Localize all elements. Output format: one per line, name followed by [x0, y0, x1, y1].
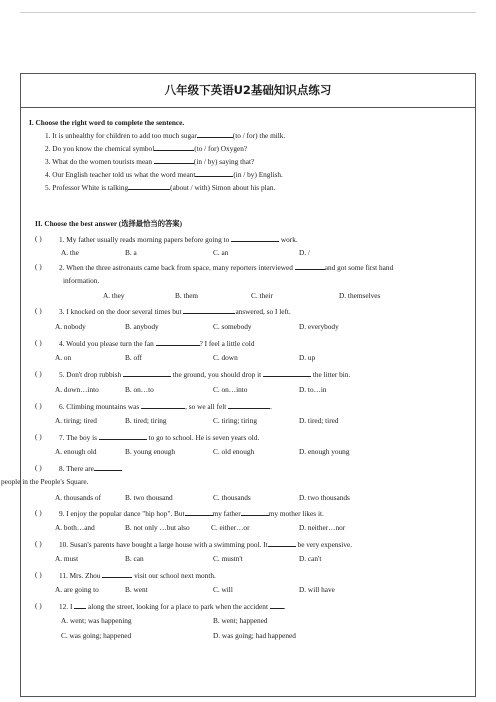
section1-heading: I. Choose the right word to complete the sentence.	[29, 118, 185, 127]
option-d[interactable]: D. /	[299, 248, 310, 257]
s1-item-2	[45, 143, 247, 153]
option-b[interactable]: B. young enough	[125, 447, 176, 456]
answer-blank[interactable]	[74, 601, 86, 609]
option-b[interactable]: B. two thousand	[125, 493, 173, 502]
option-d[interactable]: D. neither…nor	[299, 523, 346, 532]
question-text: 1. My father usually reads morning papers before going to	[59, 235, 230, 244]
option-a[interactable]: A. the	[61, 248, 79, 257]
option-a[interactable]: A. both…and	[55, 523, 95, 532]
answer-blank[interactable]	[263, 369, 311, 377]
answer-paren[interactable]: ( )	[35, 432, 42, 441]
answer-blank[interactable]	[185, 508, 213, 516]
question-text: , so we all felt	[185, 402, 227, 411]
answer-blank[interactable]	[228, 401, 270, 409]
answer-blank[interactable]	[295, 262, 325, 270]
question-text: 10. Susan's parents have bought a large house with a swimming pool. It	[59, 540, 268, 549]
option-c[interactable]: C. will	[213, 585, 233, 594]
answer-paren[interactable]: ( )	[35, 401, 42, 410]
s1-item-1-pre: 1. It is unhealthy for children to add too much sugar	[45, 131, 197, 140]
option-c[interactable]: C. their	[251, 291, 273, 300]
question-8	[59, 463, 122, 473]
page-title: 八年级下英语U2基础知识点练习	[164, 83, 332, 97]
option-d[interactable]: D. tired; tired	[299, 416, 339, 425]
question-text: and got some first hand	[324, 263, 394, 272]
answer-blank[interactable]	[231, 234, 279, 242]
question-9	[59, 508, 324, 518]
s1-item-5-pre: 5. Professor White is talking	[45, 183, 129, 192]
answer-blank[interactable]	[123, 369, 171, 377]
option-d[interactable]: D. was going; had happened	[213, 631, 296, 640]
option-a[interactable]: A. down…into	[55, 385, 99, 394]
question-1	[59, 234, 298, 244]
option-a[interactable]: A. are going to	[55, 585, 99, 594]
title-divider	[21, 107, 475, 108]
question-text: 9. I enjoy the popular dance "hip hop". But	[59, 509, 185, 518]
s1-item-1-post: (to / for) the milk.	[232, 131, 286, 140]
option-b[interactable]: B. went; happened	[213, 616, 268, 625]
question-text: .	[283, 602, 286, 611]
option-d[interactable]: D. will have	[299, 585, 335, 594]
answer-paren[interactable]: ( )	[35, 369, 42, 378]
option-a[interactable]: A. on	[55, 353, 72, 362]
answer-blank[interactable]	[183, 306, 235, 314]
option-a[interactable]: A. went; was happening	[61, 616, 132, 625]
answer-paren[interactable]: ( )	[35, 262, 42, 271]
answer-paren[interactable]: ( )	[35, 234, 42, 243]
question-text: .	[270, 402, 272, 411]
s1-item-4-post: (in / by) English.	[233, 170, 283, 179]
answer-blank[interactable]	[156, 338, 200, 346]
option-b[interactable]: B. tired; tiring	[125, 416, 167, 425]
answer-blank[interactable]	[197, 130, 233, 138]
question-text: visit our school next month.	[134, 571, 216, 580]
s1-item-5-post: (about / with) Simon about his plan.	[170, 183, 276, 192]
s1-item-3-post: (in / by) saying that?	[193, 157, 255, 166]
s1-item-4-pre: 4. Our English teacher told us what the word meant	[45, 170, 196, 179]
question-text: the ground, you should drop it	[172, 370, 262, 379]
question-text: 12. I	[59, 602, 73, 611]
option-c[interactable]: C. down	[213, 353, 238, 362]
option-d[interactable]: D. themselves	[339, 291, 381, 300]
option-d[interactable]: D. can't	[299, 554, 322, 563]
question-7	[59, 432, 259, 442]
question-11	[59, 570, 216, 580]
option-c[interactable]: C. mustn't	[213, 554, 243, 563]
option-b[interactable]: B. a	[125, 248, 137, 257]
answer-paren[interactable]: ( )	[35, 306, 42, 315]
option-c[interactable]: C. either…or	[211, 523, 250, 532]
worksheet	[1, 73, 476, 697]
question-text: work.	[280, 235, 298, 244]
option-a[interactable]: A. they	[103, 291, 125, 300]
question-2-continued: information.	[63, 276, 100, 285]
option-c[interactable]: C. an	[213, 248, 229, 257]
question-text: to go to school. He is seven years old.	[148, 433, 260, 442]
question-text: the litter bin.	[312, 370, 351, 379]
answer-paren[interactable]: ( )	[35, 570, 42, 579]
option-c[interactable]: C. was going; happened	[61, 631, 132, 640]
option-a[interactable]: A. nobody	[55, 322, 86, 331]
option-b[interactable]: B. on…to	[125, 385, 154, 394]
s1-item-1	[45, 130, 285, 140]
option-b[interactable]: B. can	[125, 554, 144, 563]
option-c[interactable]: C. thousands	[213, 493, 251, 502]
question-text: be very expensive.	[297, 540, 353, 549]
option-d[interactable]: D. everybody	[299, 322, 339, 331]
question-text: 5. Don't drop rubbish	[59, 370, 122, 379]
option-c[interactable]: C. tiring; tiring	[213, 416, 257, 425]
option-c[interactable]: C. on…into	[213, 385, 248, 394]
answer-blank[interactable]	[154, 156, 194, 164]
header-rule	[20, 12, 476, 13]
s1-item-4	[45, 169, 283, 179]
answer-paren[interactable]: ( )	[35, 508, 42, 517]
question-6	[59, 401, 272, 411]
question-text: 4. Would you please turn the fan	[59, 339, 154, 348]
s1-item-3-pre: 3. What do the women tourists mean	[45, 157, 153, 166]
question-text: 11. Mrs. Zhou	[59, 571, 101, 580]
option-b[interactable]: B. anybody	[125, 322, 159, 331]
answer-blank[interactable]	[141, 401, 185, 409]
question-text: answered, so I left.	[235, 307, 291, 316]
option-d[interactable]: D. two thousands	[299, 493, 350, 502]
question-8-continued: people in the People's Square.	[1, 477, 89, 486]
question-text: 3. I knocked on the door several times but	[59, 307, 182, 316]
answer-blank[interactable]	[270, 601, 284, 609]
answer-blank[interactable]	[128, 182, 170, 190]
question-10	[59, 539, 352, 549]
question-3	[59, 306, 291, 316]
question-4	[59, 338, 254, 348]
question-12	[59, 601, 286, 611]
s1-item-3	[45, 156, 254, 166]
option-c[interactable]: C. somebody	[213, 322, 252, 331]
answer-paren[interactable]: ( )	[35, 338, 42, 347]
option-b[interactable]: B. them	[175, 291, 199, 300]
s1-item-2-post: (to / for) Oxygen?	[194, 144, 248, 153]
answer-blank[interactable]	[195, 169, 233, 177]
option-d[interactable]: D. enough young	[299, 447, 350, 456]
question-text: 6. Climbing mountains was	[59, 402, 140, 411]
answer-blank[interactable]	[102, 570, 132, 578]
question-text: my father	[212, 509, 241, 518]
option-d[interactable]: D. to…in	[299, 385, 327, 394]
option-a[interactable]: A. tiring; tired	[55, 416, 97, 425]
question-2	[59, 262, 393, 272]
question-5	[59, 369, 350, 379]
answer-blank[interactable]	[154, 143, 194, 151]
option-b[interactable]: B. not only …but also	[125, 523, 190, 532]
answer-blank[interactable]	[241, 508, 269, 516]
section2-heading: II. Choose the best answer (选择最恰当的答案)	[35, 219, 183, 228]
option-a[interactable]: A. thousands of	[55, 493, 102, 502]
question-text: 8. There are	[59, 464, 94, 473]
question-text: along the street, looking for a place to park when the accident	[88, 602, 268, 611]
answer-paren[interactable]: ( )	[35, 539, 42, 548]
s1-item-2-pre: 2. Do you know the chemical symbol	[45, 144, 155, 153]
answer-paren[interactable]: ( )	[35, 463, 42, 472]
option-a[interactable]: A. enough old	[55, 447, 97, 456]
answer-blank[interactable]	[268, 539, 296, 547]
question-text: my mother likes it.	[268, 509, 324, 518]
question-text: ? I feel a little cold	[199, 339, 255, 348]
answer-blank[interactable]	[99, 432, 147, 440]
option-d[interactable]: D. up	[299, 353, 316, 362]
option-c[interactable]: C. old enough	[213, 447, 255, 456]
option-b[interactable]: B. off	[125, 353, 142, 362]
option-a[interactable]: A. must	[55, 554, 79, 563]
s1-item-5	[45, 182, 275, 192]
question-text: 7. The boy is	[59, 433, 97, 442]
question-text: 2. When the three astronauts came back from space, many reporters interviewed	[59, 263, 293, 272]
answer-paren[interactable]: ( )	[35, 601, 42, 610]
answer-blank[interactable]	[94, 463, 122, 471]
option-b[interactable]: B. went	[125, 585, 148, 594]
